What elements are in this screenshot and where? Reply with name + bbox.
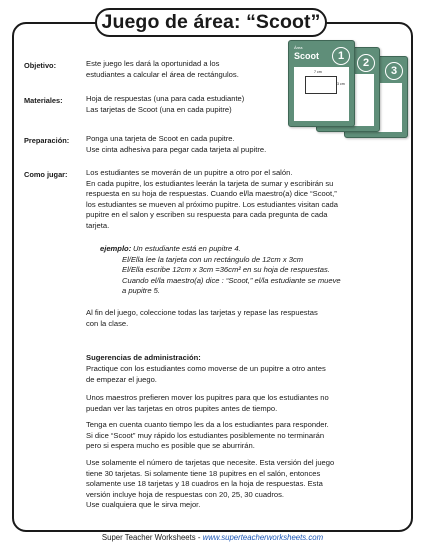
como-jugar-line: Los estudiantes se moverán de un pupitre a otro por el salón. — [86, 168, 293, 177]
page-title: Juego de área: “Scoot” — [101, 11, 321, 33]
como-jugar-line: pupitre en el salon y escriben su respuesta para cada pregunta de cada — [86, 210, 328, 220]
card-scoot-label: Scoot — [294, 51, 320, 61]
como-jugar-line: respuesta en su hoja de respuestas. Cuando el/la maestro(a) dice “Scoot,” — [86, 189, 337, 199]
scoot-card-1 — [288, 40, 355, 127]
sugerencias-line: puedan ver las tarjetas en otros pupites antes de tiempo. — [86, 403, 278, 413]
ejemplo-label: ejemplo: — [100, 244, 132, 253]
objetivo-text — [86, 59, 239, 80]
preparacion-line: Use cinta adhesiva para pegar cada tarjeta al pupitre. — [86, 144, 267, 154]
sugerencias-p1 — [86, 364, 326, 385]
sugerencias-line: Practique con los estudiantes como moverse de un pupitre a otro antes — [86, 364, 326, 373]
sugerencias-p2 — [86, 393, 329, 414]
como-jugar-line: tarjeta. — [86, 220, 110, 230]
footer — [0, 533, 425, 542]
materiales-line: Hoja de respuestas (una para cada estudiante) — [86, 94, 245, 103]
sugerencias-p4 — [86, 458, 334, 511]
objetivo-label: Objetivo: — [24, 61, 57, 70]
final-line: Al fin del juego, coleccione todas las tarjetas y repase las respuestas — [86, 308, 318, 317]
ejemplo-text — [122, 255, 341, 297]
final-text — [86, 308, 318, 329]
final-line: con la clase. — [86, 318, 129, 328]
sugerencias-line: Use cualquiera que le sirva mejor. — [86, 500, 201, 510]
preparacion-line: Ponga una tarjeta de Scoot en cada pupitre. — [86, 134, 235, 143]
sugerencias-line: pero si espera mucho es posible que se aburrirán. — [86, 441, 255, 451]
sugerencias-line: de empezar el juego. — [86, 374, 157, 384]
sugerencias-line: Use solamente el número de tarjetas que necesite. Esta versión del juego — [86, 458, 335, 467]
preparacion-label: Preparación: — [24, 136, 70, 145]
ejemplo-line: El/Ella lee la tarjeta con un rectángulo de 12cm x 3cm — [122, 254, 304, 264]
sugerencias-line: solamente use 18 tarjetas y 18 cuadros en la hoja de respuestas. Esta — [86, 479, 323, 489]
sugerencias-line: Si dice “Scoot” muy rápido los estudiantes posiblemente no terminarán — [86, 430, 325, 440]
preparacion-text — [86, 134, 266, 155]
footer-text: Super Teacher Worksheets - — [101, 533, 203, 542]
como-jugar-line: los estudiantes se mueven al próximo pupitre. Los estudiantes visitan cada — [86, 199, 339, 209]
como-jugar-text — [86, 168, 338, 232]
card-small-label: Área — [294, 45, 303, 50]
card-number-2: 2 — [357, 54, 375, 72]
como-jugar-line: En cada pupitre, los estudiantes leerán la tarjeta de sumar y escribirán su — [86, 178, 334, 188]
sugerencias-line: Tenga en cuenta cuanto tiempo les da a los estudiantes para responder. — [86, 420, 329, 429]
como-jugar-label: Como jugar: — [24, 170, 68, 179]
card-figure-width: 7 cm — [314, 70, 322, 74]
card-figure-height: 3 cm — [337, 82, 345, 86]
objetivo-line: Este juego les dará la oportunidad a los — [86, 59, 220, 68]
sugerencias-line: Unos maestros prefieren mover los pupitres para que los estudiantes no — [86, 393, 329, 402]
materiales-line: Las tarjetas de Scoot (una en cada pupitre) — [86, 104, 232, 114]
card-number-3: 3 — [385, 62, 403, 80]
footer-url-link[interactable]: www.superteacherworksheets.com — [202, 533, 324, 542]
sugerencias-line: versión incluye hoja de respuestas con 20, 25, 30 cuadros. — [86, 489, 284, 499]
ejemplo-first-line: Un estudiante está en pupitre 4. — [133, 244, 241, 253]
ejemplo-line: El/Ella escribe 12cm x 3cm =36cm² en su hoja de respuestas. — [122, 265, 330, 275]
sugerencias-p3 — [86, 420, 329, 452]
card-number-1: 1 — [332, 47, 350, 65]
materiales-label: Materiales: — [24, 96, 63, 105]
title-banner — [95, 8, 327, 37]
card-rectangle-figure — [305, 76, 337, 94]
sugerencias-line: tiene 30 tarjetas. Si solamente tiene 18 pupitres en el salón, entonces — [86, 468, 321, 478]
materiales-text — [86, 94, 244, 115]
ejemplo-line: a pupitre 5. — [122, 286, 160, 296]
ejemplo-line: Cuando el/la maestro(a) dice : “Scoot,” el/la estudiante se mueve — [122, 275, 341, 285]
sugerencias-heading: Sugerencias de administración: — [86, 353, 201, 362]
objetivo-line: estudiantes a calcular el área de rectángulos. — [86, 69, 239, 79]
